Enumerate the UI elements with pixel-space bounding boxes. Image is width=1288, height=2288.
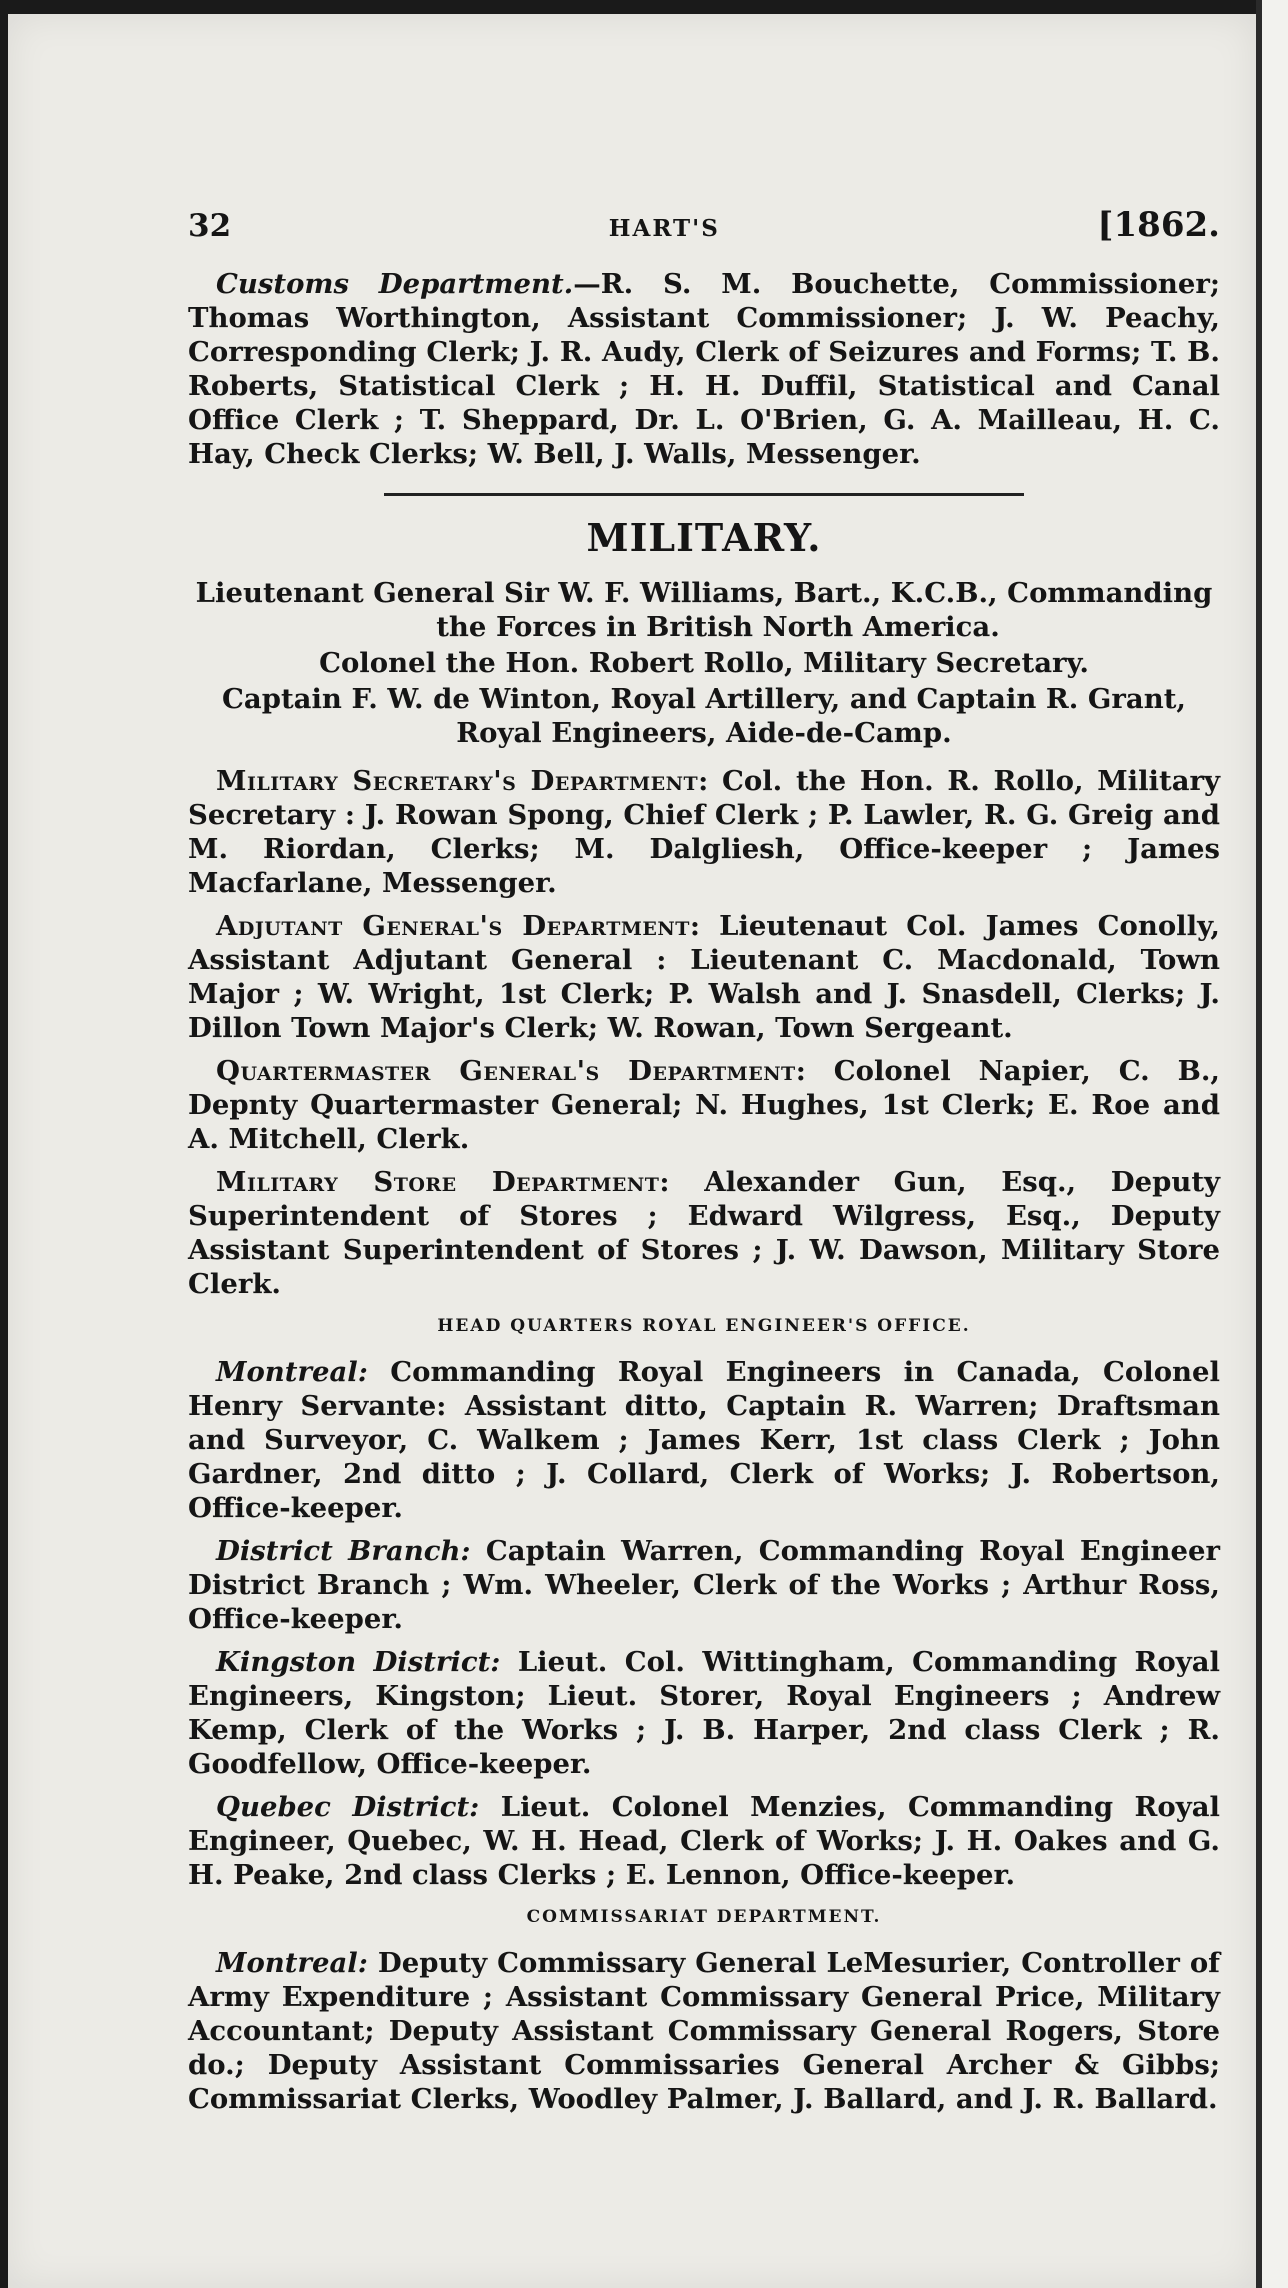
customs-lead: Customs Department.	[216, 268, 574, 300]
department-paragraph	[188, 1054, 1220, 1156]
customs-paragraph	[188, 267, 1220, 471]
entry-lead: Quebec District:	[216, 1791, 480, 1823]
department-text: : Colonel Napier, C. B., Depnty Quartermaster General; N. Hughes, 1st Clerk; E. Roe and A. Mitchell, Clerk.	[188, 1055, 1220, 1155]
military-officers	[188, 576, 1220, 750]
department-text: : Alexander Gun, Esq., Deputy Superintendent of Stores ; Edward Wilgress, Esq., Deputy Assistant Superintendent of Stores ; J. W. Dawson, Military Store Clerk.	[188, 1166, 1221, 1300]
year: [1862.	[1097, 205, 1220, 245]
commissariat-heading: COMMISSARIAT DEPARTMENT.	[526, 1907, 882, 1927]
entry-lead: Kingston District:	[216, 1646, 501, 1678]
adjacent-page-edge	[1256, 0, 1288, 2288]
department-lead: Quartermaster General's Department	[216, 1055, 796, 1087]
department-lead: Military Secretary's Department	[216, 765, 699, 797]
engineer-entry	[188, 1534, 1220, 1636]
page-header	[188, 205, 1220, 249]
engineer-entry	[188, 1790, 1220, 1892]
entry-text: Deputy Commissary General LeMesurier, Controller of Army Expenditure ; Assistant Commissary General Price, Military Accountant; Deputy Assistant Commissary General Rogers, Store do.; Deputy Assistant Commissaries General Archer & Gibbs; Commissariat Clerks, Woodley Palmer, J. Ballard, and J. R. Ballard.	[188, 1947, 1220, 2115]
entry-text: Commanding Royal Engineers in Canada, Colonel Henry Servante: Assistant ditto, Captain R. Warren; Draftsman and Surveyor, C. Walkem ; James Kerr, 1st class Clerk ; John Gardner, 2nd ditto ; J. Collard, Clerk of Works; J. Robertson, Office-keeper.	[188, 1356, 1220, 1524]
department-paragraph	[188, 1165, 1220, 1301]
department-paragraph	[188, 764, 1220, 900]
military-title: MILITARY.	[586, 515, 822, 560]
running-title: HART'S	[608, 215, 720, 242]
department-lead: Adjutant General's Department	[216, 910, 690, 942]
engineers-heading: HEAD QUARTERS ROYAL ENGINEER'S OFFICE.	[437, 1316, 971, 1336]
department-lead: Military Store Department	[216, 1166, 660, 1198]
entry-lead: Montreal:	[216, 1356, 368, 1388]
commissariat-entry	[188, 1946, 1220, 2116]
section-divider	[384, 493, 1024, 496]
officer-line: Colonel the Hon. Robert Rollo, Military Secretary.	[319, 647, 1089, 679]
entry-lead: District Branch:	[216, 1535, 471, 1567]
engineer-entry	[188, 1645, 1220, 1781]
entry-text: Captain Warren, Commanding Royal Engineer District Branch ; Wm. Wheeler, Clerk of the Works ; Arthur Ross, Office-keeper.	[188, 1535, 1220, 1635]
officer-line: Captain F. W. de Winton, Royal Artillery, and Captain R. Grant, Royal Engineers, Aide-de-Camp.	[222, 683, 1186, 749]
department-text: : Col. the Hon. R. Rollo, Military Secretary : J. Rowan Spong, Chief Clerk ; P. Lawler, R. G. Greig and M. Riordan, Clerks; M. Dalgliesh, Office-keeper ; James Macfarlane, Messenger.	[188, 765, 1220, 899]
entry-text: Lieut. Colonel Menzies, Commanding Royal Engineer, Quebec, W. H. Head, Clerk of Works; J. H. Oakes and G. H. Peake, 2nd class Clerks ; E. Lennon, Office-keeper.	[188, 1791, 1220, 1891]
customs-text: —R. S. M. Bouchette, Commissioner; Thomas Worthington, Assistant Commissioner; J. W. Peachy, Corresponding Clerk; J. R. Audy, Clerk of Seizures and Forms; T. B. Roberts, Statistical Clerk ; H. H. Duffil, Statistical and Canal Office Clerk ; T. Sheppard, Dr. L. O'Brien, G. A. Mailleau, H. C. Hay, Check Clerks; W. Bell, J. Walls, Messenger.	[188, 268, 1220, 470]
officer-line: Lieutenant General Sir W. F. Williams, Bart., K.C.B., Commanding the Forces in British North America.	[195, 577, 1213, 643]
page-number: 32	[188, 208, 232, 244]
engineer-entry	[188, 1355, 1220, 1525]
page-content	[188, 205, 1220, 2125]
entry-text: Lieut. Col. Wittingham, Commanding Royal Engineers, Kingston; Lieut. Storer, Royal Engineers ; Andrew Kemp, Clerk of the Works ; J. B. Harper, 2nd class Clerk ; R. Goodfellow, Office-keeper.	[188, 1646, 1221, 1780]
entry-lead: Montreal:	[216, 1947, 368, 1979]
department-paragraph	[188, 909, 1220, 1045]
department-text: : Lieutenaut Col. James Conolly, Assistant Adjutant General : Lieutenant C. Macdonald, Town Major ; W. Wright, 1st Clerk; P. Walsh and J. Snasdell, Clerks; J. Dillon Town Major's Clerk; W. Rowan, Town Sergeant.	[188, 910, 1221, 1044]
